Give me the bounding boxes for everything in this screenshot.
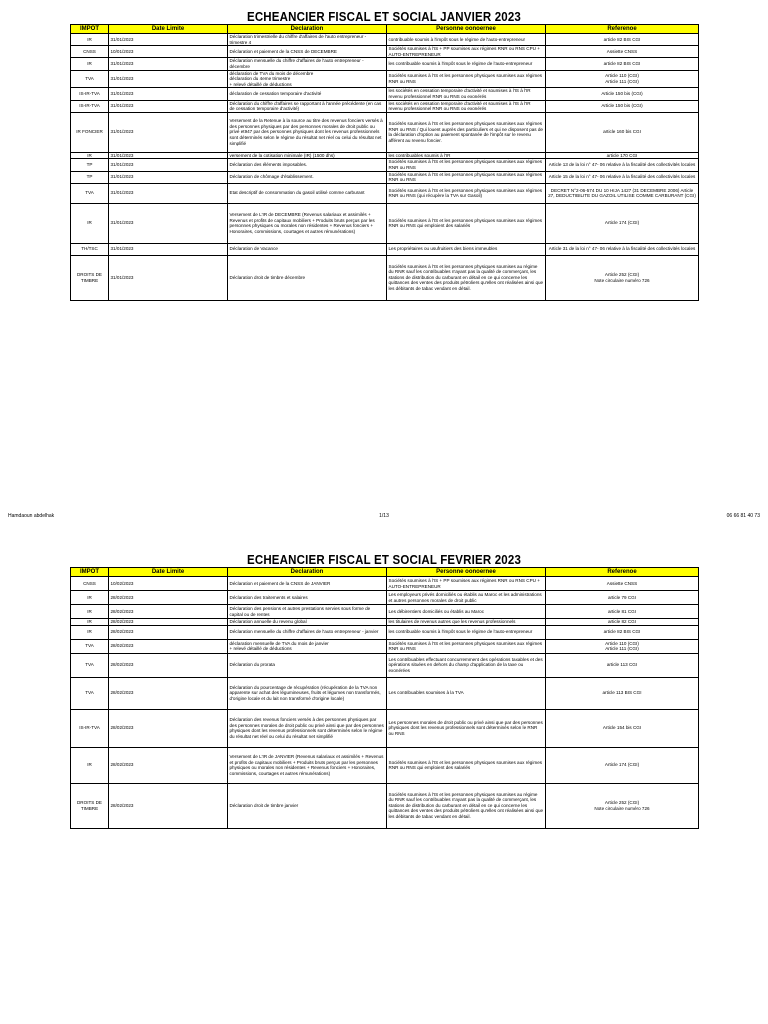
declaration-cell: Versement de la Retenue à la source au titre des revenus fonciers versés à des personnes physiques par des personnes morales de droit public ou privé et947 par des personnes physiques dont les revenus professionnels sont déterminés selon le régime du résultat net réel ou celui du résultat net simplifié: [228, 112, 387, 152]
declaration-cell: Déclaration des pensions et autres prestations servies sous forme de capital ou de rentes: [228, 605, 387, 619]
header-date-limite: Date Limite: [109, 25, 228, 34]
declaration-cell: Déclaration de Vacance: [228, 243, 387, 255]
date-limite-cell: 31/01/2023: [109, 100, 228, 112]
declaration-cell: Déclaration et paiement de la CNSS de JANVIER: [228, 577, 387, 591]
table-row: [71, 34, 699, 46]
date-limite-cell: 28/02/2023: [109, 605, 228, 619]
date-limite-cell: 31/01/2023: [109, 34, 228, 46]
reference-cell: DECRET N°2-06-574 DU 10 HIJA 1427 (31 DECEMBRE 2006) Article 27, DEDUCTIBILITE DU GAZOIL UTILISE COMME CARBURANT (CGI): [546, 183, 699, 203]
date-limite-cell: 31/01/2023: [109, 152, 228, 159]
reference-cell: article 82 BIS CGI: [546, 625, 699, 639]
table-row: [71, 625, 699, 639]
reference-cell: article 82 CGI: [546, 619, 699, 626]
impot-cell: IR: [71, 591, 109, 605]
date-limite-cell: 31/01/2023: [109, 183, 228, 203]
declaration-cell: Déclaration mensuelle du chiffre d'affaires de l'auto entrepreneur - décembre: [228, 58, 387, 70]
reference-cell: Article 15 de la loi n° 47- 06 relative à la fiscalité des collectivités locales: [546, 171, 699, 183]
declaration-cell: Déclaration mensuelle du chiffre d'affaires de l'auto entrepreneur - janvier: [228, 625, 387, 639]
january-title: ECHEANCIER FISCAL ET SOCIAL JANVIER 2023: [246, 10, 522, 24]
personne-concernee-cell: Les propriétaires ou usufruitiers des biens immeubles: [387, 243, 546, 255]
personne-concernee-cell: les contribuable soumis à l'impôt sous le régime de l'auto-entrepreneur: [387, 58, 546, 70]
footer-phone: 06 66 81 40 73: [726, 513, 760, 519]
personne-concernee-cell: Les employeurs privés domiciliés ou établis au Maroc et les administrations et autres personnes morales de droit public: [387, 591, 546, 605]
personne-concernee-cell: Les débirentiers domiciliés ou établis au Maroc: [387, 605, 546, 619]
personne-concernee-cell: Les contribuables soumises à la TVA: [387, 677, 546, 709]
february-section: [70, 553, 698, 829]
reference-cell: article 160 bis CGI: [546, 112, 699, 152]
declaration-cell: déclaration de cessation temporaire d'activité: [228, 88, 387, 100]
impot-cell: DROITS DE TIMBRE: [71, 783, 109, 828]
february-header-row: [71, 568, 699, 577]
table-row: [71, 747, 699, 783]
impot-cell: CNSS: [71, 577, 109, 591]
personne-concernee-cell: les sociétés en cessation temporaire d'activité et soumises à l'IS à l'IR revenu professionnel RNR ou RNS ou exonérés: [387, 100, 546, 112]
impot-cell: TVA: [71, 70, 109, 88]
table-row: [71, 58, 699, 70]
date-limite-cell: 28/02/2023: [109, 709, 228, 747]
impot-cell: IR: [71, 619, 109, 626]
reference-cell: Article 31 de la loi n° 47- 06 relative à la fiscalité des collectivités locales: [546, 243, 699, 255]
date-limite-cell: 31/01/2023: [109, 88, 228, 100]
footer-page-number: 1/13: [379, 513, 389, 519]
table-row: [71, 639, 699, 653]
date-limite-cell: 31/01/2023: [109, 203, 228, 243]
impot-cell: IR: [71, 203, 109, 243]
reference-cell: Article 150 bis (CGI): [546, 88, 699, 100]
reference-cell: Article 174 (CGI): [546, 747, 699, 783]
personne-concernee-cell: Sociétés soumises à l'IS + PP soumises aux régimes RNR ou RNS CPU + AUTO-ENTREPRENEUR: [387, 577, 546, 591]
table-row: [71, 605, 699, 619]
declaration-cell: Déclaration des traitements et salaires: [228, 591, 387, 605]
declaration-cell: Déclaration droit de timbre décembre: [228, 255, 387, 300]
declaration-cell: déclaration mensuelle de TVA du mois de janvier + relevé détaillé de déductions: [228, 639, 387, 653]
table-row: [71, 709, 699, 747]
table-row: [71, 152, 699, 159]
impot-cell: TP: [71, 159, 109, 171]
reference-cell: Article 154 bis CGI: [546, 709, 699, 747]
reference-cell: Article 174 (CGI): [546, 203, 699, 243]
reference-cell: article 82 BIS CGI: [546, 34, 699, 46]
personne-concernee-cell: Sociétés soumises à l'IS et les personnes physiques soumises aux régimes RNR ou RNS (qui récupère la TVA sur Gasoil): [387, 183, 546, 203]
reference-cell: article 82 BIS CGI: [546, 58, 699, 70]
personne-concernee-cell: Sociétés soumises à l'IS et les personnes physiques soumises aux régimes RNR ou RNS: [387, 171, 546, 183]
reference-cell: Article 252 (CGI) Note circulaire numéro 726: [546, 783, 699, 828]
personne-concernee-cell: les contribuables soumis à l'IR: [387, 152, 546, 159]
reference-cell: Assiette CNSS: [546, 46, 699, 58]
impot-cell: IS-IR-TVA: [71, 709, 109, 747]
header-personne-concernee: Personne oonoernee: [387, 25, 546, 34]
date-limite-cell: 31/01/2023: [109, 171, 228, 183]
header-declaration: Declaration: [228, 25, 387, 34]
table-row: [71, 159, 699, 171]
january-table-body: [71, 34, 699, 301]
table-row: [71, 783, 699, 828]
header-reference: Referenoe: [546, 568, 699, 577]
personne-concernee-cell: Sociétés soumises à l'IS et les personnes physiques soumises aux régimes RNR ou RNS / Qui louent auprès des particuliers et qui ne disposent pas de la déclaration d'option au paiement spontanée de l'impôt sur le revenu afférent au revenu foncier.: [387, 112, 546, 152]
reference-cell: article 170 CGI: [546, 152, 699, 159]
reference-cell: Article 110 (CGI) Article 111 (CGI): [546, 639, 699, 653]
table-row: [71, 243, 699, 255]
impot-cell: IR: [71, 34, 109, 46]
personne-concernee-cell: Sociétés soumises à l'IS et les personnes physiques soumises aux régimes RNR ou RNS: [387, 159, 546, 171]
date-limite-cell: 28/02/2023: [109, 677, 228, 709]
personne-concernee-cell: Sociétés soumises à l'IS et les personnes physiques soumises aux régimes RNR ou RNS: [387, 70, 546, 88]
personne-concernee-cell: Sociétés soumises à l'IS et les personnes physiques soumises au régime du RNR sauf les contribuables n'ayant pas la qualité de commerçant, les stations de distribution du carburant en détail en ce qui concerne les quittances des ventes des produits pétroliers qu'elles ont réalisées ainsi que les débitants de tabac vendant en détail.: [387, 783, 546, 828]
personne-concernee-cell: Sociétés soumises à l'IS et les personnes physiques soumises aux régimes RNR ou RNS qui emploient des salariés: [387, 747, 546, 783]
declaration-cell: Déclaration de chômage d'établissement.: [228, 171, 387, 183]
impot-cell: IR: [71, 605, 109, 619]
february-table-body: [71, 577, 699, 829]
date-limite-cell: 10/02/2023: [109, 577, 228, 591]
january-section: [70, 10, 698, 301]
reference-cell: Article 150 bis (CGI): [546, 100, 699, 112]
impot-cell: IS-IR-TVA: [71, 88, 109, 100]
impot-cell: IR FONCIER: [71, 112, 109, 152]
reference-cell: Article 110 (CGI) Article 111 (CGI): [546, 70, 699, 88]
date-limite-cell: 28/02/2023: [109, 619, 228, 626]
impot-cell: TVA: [71, 653, 109, 677]
declaration-cell: Déclaration du pourcentage de récupération (récupération de la TVA non apparente sur achat des légumineuses, fruits et légumes non transformés, d'origine locale et du lait non transformé d'origine locale): [228, 677, 387, 709]
impot-cell: IR: [71, 747, 109, 783]
date-limite-cell: 10/01/2023: [109, 46, 228, 58]
reference-cell: Article 13 de la loi n° 47- 06 relative à la fiscalité des collectivités locales: [546, 159, 699, 171]
date-limite-cell: 28/02/2023: [109, 783, 228, 828]
table-row: [71, 203, 699, 243]
declaration-cell: Déclaration du chiffre d'affaires se rapportant à l'année précédente (en cas de cessation temporaire d'activité): [228, 100, 387, 112]
header-declaration: Declaration: [228, 568, 387, 577]
impot-cell: TVA: [71, 639, 109, 653]
header-impot: IMPOT: [71, 25, 109, 34]
personne-concernee-cell: Sociétés soumises à l'IS et les personnes physiques soumises au régime du RNR sauf les contribuables n'ayant pas la qualité de commerçant, les stations de distribution du carburant en détail en ce qui concerne les quittances des ventes des produits pétroliers qu'elles ont réalisées ainsi que les débitants de tabac vendant en détail.: [387, 255, 546, 300]
declaration-cell: Déclaration du prorata: [228, 653, 387, 677]
table-row: [71, 100, 699, 112]
impot-cell: TVA: [71, 677, 109, 709]
declaration-cell: Versement de L'IR de DECEMBRE (Revenus salariaux et assimilés + Revenus et profits de capitaux mobiliers + Produits bruts perçus par les personnes physiques ou morales non résidentes + Revenus fonciers + Honoraires, commissions, courtages et autres rémunérations): [228, 203, 387, 243]
date-limite-cell: 28/02/2023: [109, 639, 228, 653]
date-limite-cell: 31/01/2023: [109, 70, 228, 88]
table-row: [71, 653, 699, 677]
impot-cell: CNSS: [71, 46, 109, 58]
date-limite-cell: 31/01/2023: [109, 159, 228, 171]
february-title: ECHEANCIER FISCAL ET SOCIAL FEVRIER 2023: [246, 553, 522, 567]
table-row: [71, 70, 699, 88]
impot-cell: TP: [71, 171, 109, 183]
impot-cell: IR: [71, 58, 109, 70]
personne-concernee-cell: Sociétés soumises à l'IS + PP soumises aux régimes RNR ou RNS CPU + AUTO-ENTREPRENEUR: [387, 46, 546, 58]
personne-concernee-cell: les titulaires de revenus autres que les revenus professionnels: [387, 619, 546, 626]
header-personne-concernee: Personne oonoernee: [387, 568, 546, 577]
declaration-cell: Déclaration des éléments imposables.: [228, 159, 387, 171]
table-row: [71, 88, 699, 100]
header-reference: Referenoe: [546, 25, 699, 34]
february-table: [70, 567, 699, 829]
date-limite-cell: 31/01/2023: [109, 58, 228, 70]
declaration-cell: Déclaration et paiement de la CNSS de DECEMBRE: [228, 46, 387, 58]
impot-cell: IR: [71, 152, 109, 159]
personne-concernee-cell: les sociétés en cessation temporaire d'activité et soumises à l'IS à l'IR revenu professionnel RNR ou RNS ou exonérés: [387, 88, 546, 100]
impot-cell: TVA: [71, 183, 109, 203]
personne-concernee-cell: Les personnes morales de droit public ou privé ainsi que par des personnes physiques dont les revenus professionnels sont déterminés selon le RNR ou RNS: [387, 709, 546, 747]
header-impot: IMPOT: [71, 568, 109, 577]
declaration-cell: Déclaration droit de timbre janvier: [228, 783, 387, 828]
personne-concernee-cell: Les contribuables effectuant concurremment des opérations taxables et des opérations situées en dehors du champ d'application de la taxe ou exonérées: [387, 653, 546, 677]
personne-concernee-cell: Sociétés soumises à l'IS et les personnes physiques soumises aux régimes RNR ou RNS: [387, 639, 546, 653]
declaration-cell: Déclaration des revenus fonciers versés à des personnes physiques par des personnes morales de droit public ou privé ainsi que par des personnes physiques dont les revenus professionnels sont déterminés selon le régime du résultat net réel ou celui du résultat net simplifié: [228, 709, 387, 747]
declaration-cell: déclaration de TVA du mois de décembre déclaration du 4eme trimestre + relevé détaillé de déductions: [228, 70, 387, 88]
table-row: [71, 183, 699, 203]
impot-cell: TH/TSC: [71, 243, 109, 255]
table-row: [71, 577, 699, 591]
personne-concernee-cell: les contribuable soumis à l'impôt sous le régime de l'auto-entrepreneur: [387, 625, 546, 639]
table-row: [71, 677, 699, 709]
date-limite-cell: 28/02/2023: [109, 653, 228, 677]
declaration-cell: Etat descriptif de consommation du gasoil utilisé comme carburant: [228, 183, 387, 203]
declaration-cell: versement de la cotisation minimale (IR) (1500 dhs): [228, 152, 387, 159]
impot-cell: DROITS DE TIMBRE: [71, 255, 109, 300]
reference-cell: article 113 CGI: [546, 653, 699, 677]
personne-concernee-cell: Sociétés soumises à l'IS et les personnes physiques soumises aux régimes RNR ou RNS qui emploient des salariés: [387, 203, 546, 243]
reference-cell: article 81 CGI: [546, 605, 699, 619]
january-header-row: [71, 25, 699, 34]
table-row: [71, 619, 699, 626]
date-limite-cell: 31/01/2023: [109, 112, 228, 152]
reference-cell: article 79 CGI: [546, 591, 699, 605]
table-row: [71, 112, 699, 152]
january-table: [70, 24, 699, 301]
declaration-cell: Déclaration annuelle du revenu global: [228, 619, 387, 626]
table-row: [71, 255, 699, 300]
footer-author: Hamdaoun abdelhak: [8, 513, 55, 519]
impot-cell: IR: [71, 625, 109, 639]
table-row: [71, 171, 699, 183]
date-limite-cell: 28/02/2023: [109, 747, 228, 783]
date-limite-cell: 31/01/2023: [109, 255, 228, 300]
table-row: [71, 46, 699, 58]
table-row: [71, 591, 699, 605]
personne-concernee-cell: contribuable soumis à l'impôt sous le régime de l'auto-entrepreneur: [387, 34, 546, 46]
date-limite-cell: 28/02/2023: [109, 591, 228, 605]
header-date-limite: Date Limite: [109, 568, 228, 577]
declaration-cell: Déclaration trimestrielle du chiffre d'affaires de l'auto entrepreneur - trimestre 4: [228, 34, 387, 46]
reference-cell: Article 252 (CGI) Note circulaire numéro 726: [546, 255, 699, 300]
reference-cell: Assiette CNSS: [546, 577, 699, 591]
declaration-cell: Versement de L'IR de JANVIER (Revenus salariaux et assimilés + Revenus et profits de capitaux mobiliers + Produits bruts perçus par les personnes physiques ou morales non résidentes + Revenus fonciers + Honoraires, commissions, courtages et autres rémunérations): [228, 747, 387, 783]
date-limite-cell: 28/02/2023: [109, 625, 228, 639]
impot-cell: IS-IR-TVA: [71, 100, 109, 112]
date-limite-cell: 31/01/2023: [109, 243, 228, 255]
reference-cell: article 113 BIS CGI: [546, 677, 699, 709]
